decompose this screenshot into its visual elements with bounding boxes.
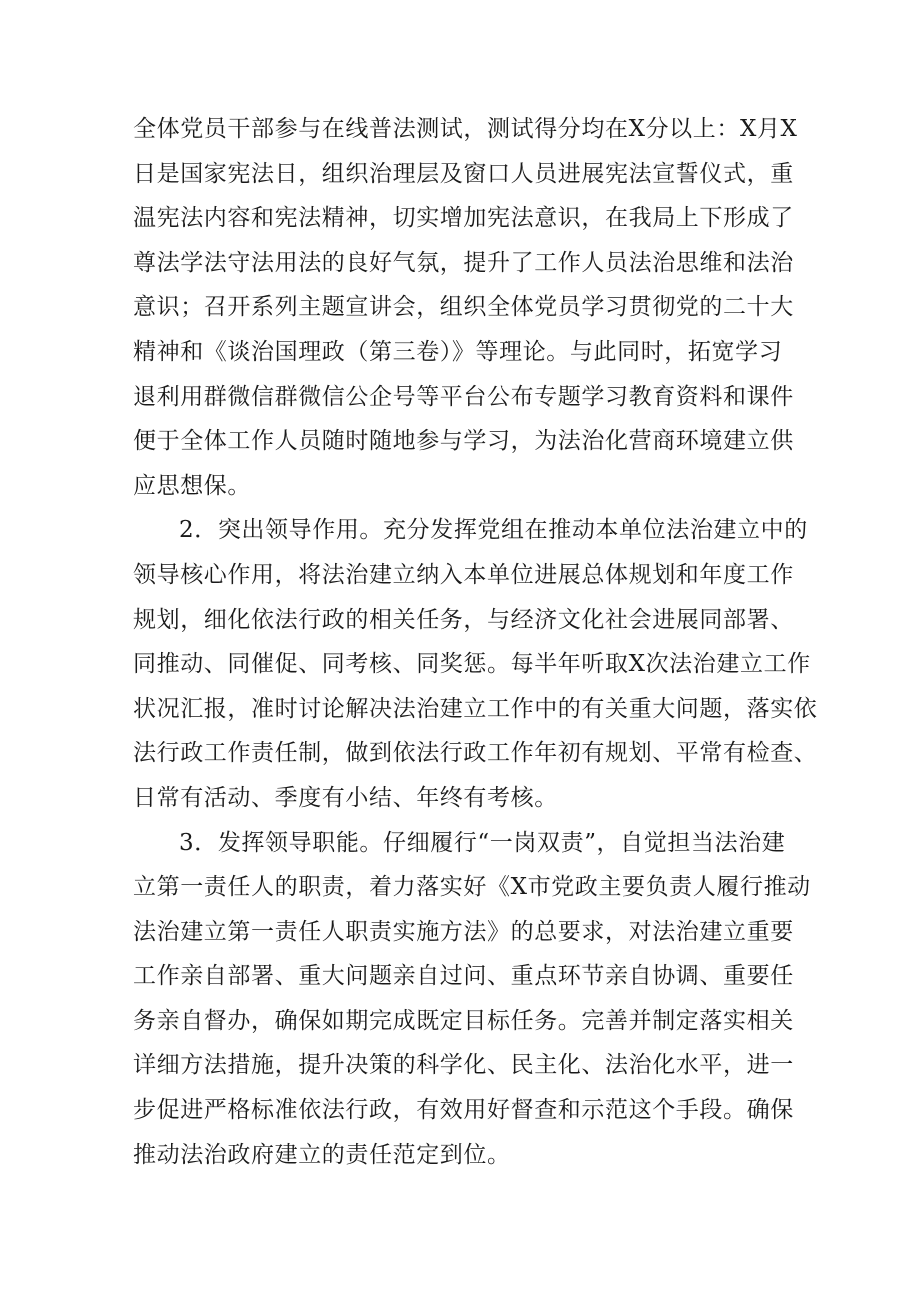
text-line: 推动法治政府建立的责任范定到位。	[133, 1141, 511, 1168]
text-line: 法治建立第一责任人职责实施方法》的总要求，对法治建立重要	[133, 918, 794, 945]
text-line: 规划，细化依法行政的相关任务，与经济文化社会进展同部署、	[133, 606, 794, 633]
paragraph-1	[133, 107, 798, 508]
document-body	[133, 107, 818, 1177]
text-line: 尊法学法守法用法的良好气氛，提升了工作人员法治思维和法治	[133, 249, 794, 276]
text-line: 步促进严格标准依法行政，有效用好督查和示范这个手段。确保	[133, 1097, 794, 1124]
text-line: 详细方法措施，提升决策的科学化、民主化、法治化水平，进一	[133, 1052, 794, 1079]
text-line: 立第一责任人的职责，着力落实好《X市党政主要负责人履行推动	[133, 874, 811, 901]
text-line: 便于全体工作人员随时随地参与学习，为法治化营商环境建立供	[133, 428, 794, 455]
text-line: 工作亲自部署、重大问题亲自过问、重点环节亲自协调、重要任	[133, 963, 794, 990]
text-line: 日是国家宪法日，组织治理层及窗口人员进展宪法宣誓仪式，重	[133, 160, 794, 187]
text-line: 温宪法内容和宪法精神，切实增加宪法意识，在我局上下形成了	[133, 205, 794, 232]
text-line: 状况汇报，准时讨论解决法治建立工作中的有关重大问题，落实依	[133, 695, 818, 722]
text-line: 务亲自督办，确保如期完成既定目标任务。完善并制定落实相关	[133, 1007, 794, 1034]
text-line: 全体党员干部参与在线普法测试，测试得分均在X分以上：X月X	[133, 116, 798, 142]
text-line: 3．发挥领导职能。仔细履行“一岗双责”，自觉担当法治建	[179, 829, 786, 856]
text-line: 退利用群微信群微信公企号等平台公布专题学习教育资料和课件	[133, 383, 794, 410]
paragraph-2	[133, 508, 818, 820]
text-line: 法行政工作责任制，做到依法行政工作年初有规划、平常有检查、	[133, 740, 818, 767]
text-line: 同推动、同催促、同考核、同奖惩。每半年听取X次法治建立工作	[133, 651, 811, 678]
text-line: 日常有活动、季度有小结、年终有考核。	[133, 784, 558, 811]
text-line: 意识；召开系列主题宣讲会，组织全体党员学习贯彻党的二十大	[133, 294, 794, 321]
text-line: 2．突出领导作用。充分发挥党组在推动本单位法治建立中的	[179, 517, 808, 544]
paragraph-3	[133, 821, 811, 1178]
text-line: 应思想保。	[133, 472, 251, 499]
text-line: 领导核心作用，将法治建立纳入本单位进展总体规划和年度工作	[133, 561, 794, 588]
text-line: 精神和《谈治国理政（第三卷）》等理论。与此同时，拓宽学习	[133, 338, 783, 365]
